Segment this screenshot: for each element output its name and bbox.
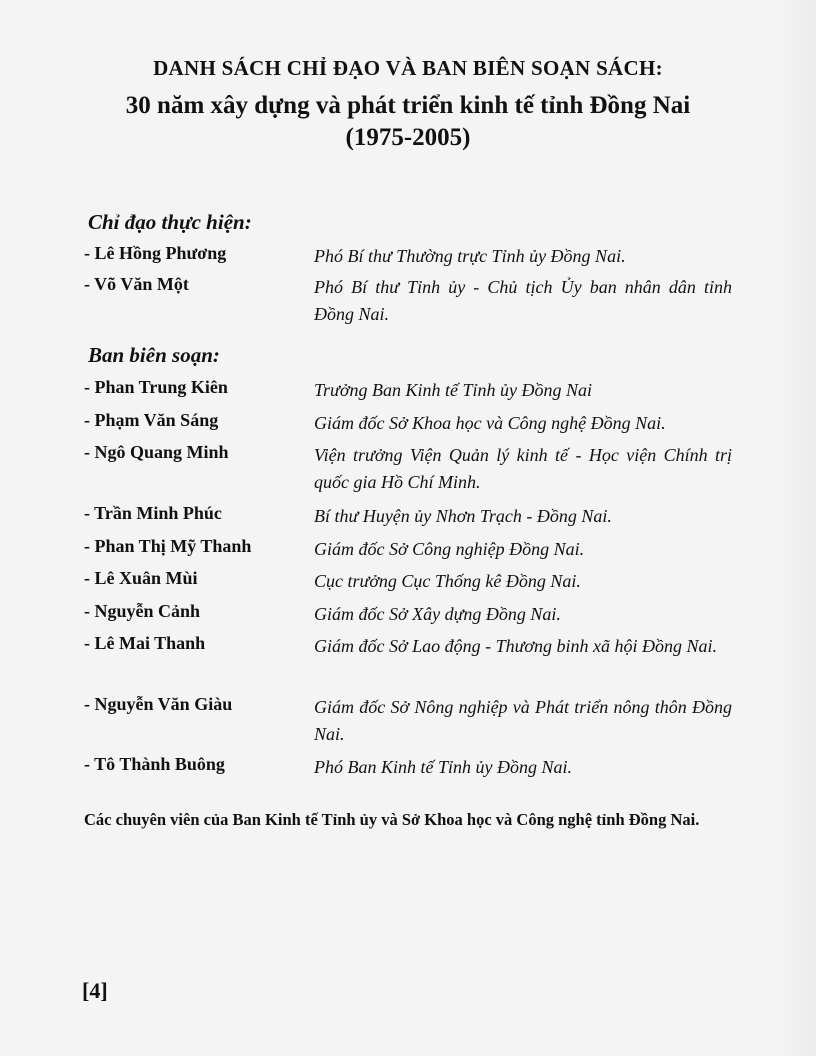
member-name: - Tô Thành Buông [84, 754, 225, 774]
member-name: - Phan Thị Mỹ Thanh [84, 536, 252, 556]
document-title-years: (1975-2005) [345, 124, 471, 151]
editorial-heading: Ban biên soạn: [88, 343, 220, 367]
member-role: Giám đốc Sở Xây dựng Đồng Nai. [314, 604, 561, 624]
member-role: Bí thư Huyện ủy Nhơn Trạch - Đồng Nai. [314, 506, 612, 526]
member-role: Phó Bí thư Tỉnh ủy - Chủ tịch Ủy ban nhân dân tỉnh Đồng Nai. [314, 277, 732, 324]
member-role: Giám đốc Sở Lao động - Thương binh xã hội Đồng Nai. [314, 636, 718, 656]
member-name: - Ngô Quang Minh [84, 442, 229, 462]
closing-note: Các chuyên viên của Ban Kinh tế Tỉnh ủy và Sở Khoa học và Công nghệ tỉnh Đồng Nai. [84, 810, 700, 829]
member-name: - Võ Văn Một [84, 274, 189, 294]
member-role: Phó Ban Kinh tế Tỉnh ủy Đồng Nai. [314, 757, 572, 777]
member-role: Phó Bí thư Thường trực Tỉnh ủy Đồng Nai. [314, 246, 626, 266]
member-role: Trưởng Ban Kinh tế Tỉnh ủy Đồng Nai [314, 380, 592, 400]
member-role: Giám đốc Sở Khoa học và Công nghệ Đồng Nai. [314, 413, 666, 433]
member-name: - Lê Xuân Mùi [84, 568, 198, 588]
member-role: Giám đốc Sở Nông nghiệp và Phát triển nông thôn Đồng Nai. [314, 697, 732, 744]
direction-heading: Chỉ đạo thực hiện: [88, 210, 252, 234]
member-name: - Phạm Văn Sáng [84, 410, 219, 430]
member-role: Giám đốc Sở Công nghiệp Đồng Nai. [314, 539, 585, 559]
document-title-line2: 30 năm xây dựng và phát triển kinh tế tỉnh Đồng Nai [125, 92, 691, 119]
member-role: Viện trưởng Viện Quản lý kinh tế - Học viện Chính trị quốc gia Hồ Chí Minh. [314, 445, 732, 492]
page-number: [4] [82, 978, 108, 1003]
member-name: - Nguyễn Văn Giàu [84, 694, 233, 714]
member-name: - Phan Trung Kiên [84, 377, 228, 397]
document-title-line1: DANH SÁCH CHỈ ĐẠO VÀ BAN BIÊN SOẠN SÁCH: [153, 56, 663, 80]
member-name: - Lê Hồng Phương [84, 243, 227, 263]
member-name: - Nguyễn Cảnh [84, 601, 201, 621]
member-name: - Trần Minh Phúc [84, 503, 222, 523]
member-name: - Lê Mai Thanh [84, 633, 206, 653]
member-role: Cục trưởng Cục Thống kê Đồng Nai. [314, 571, 581, 591]
scan-edge-shadow [782, 0, 816, 1056]
